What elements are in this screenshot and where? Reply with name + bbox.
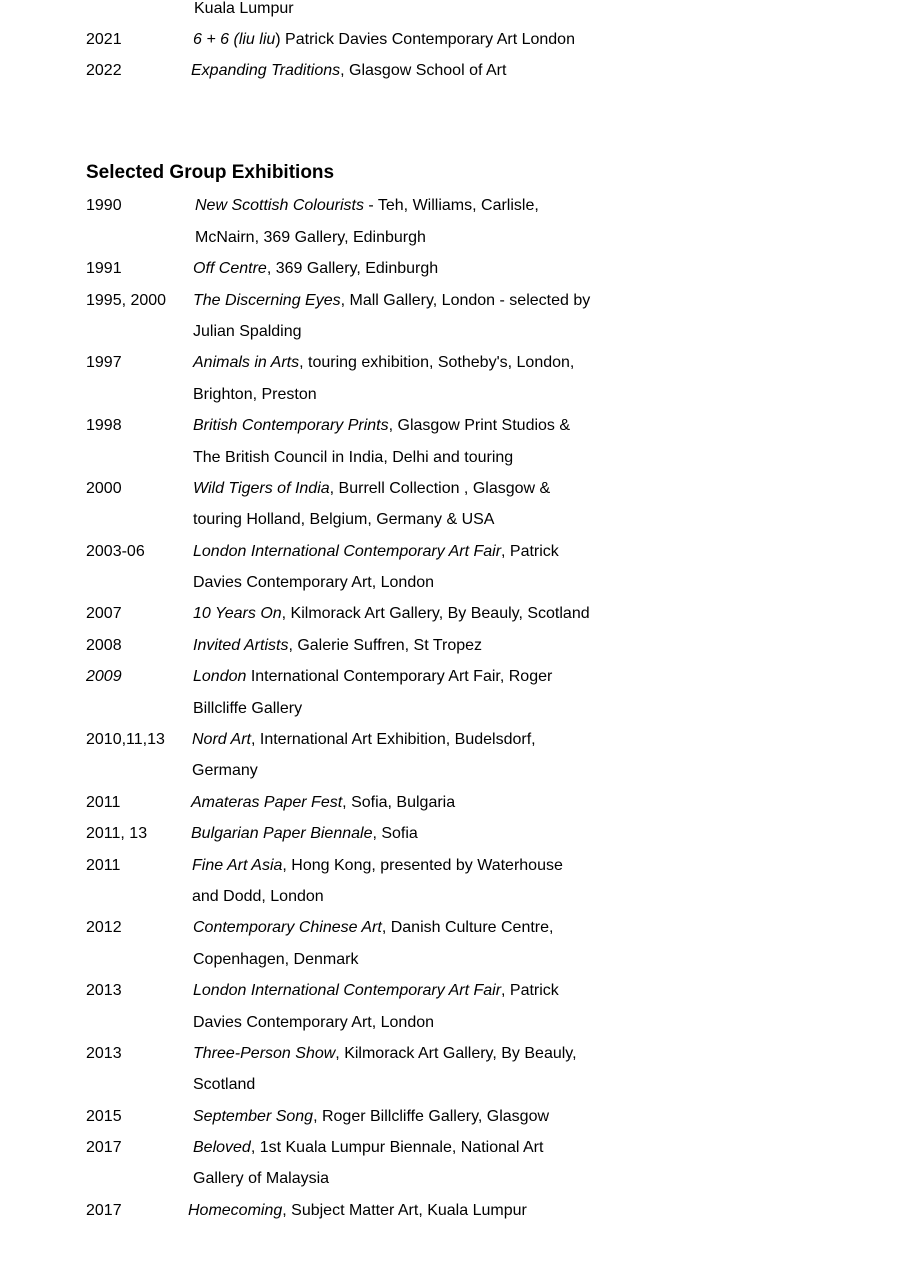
entry-text: The British Council in India, Delhi and touring (193, 449, 514, 466)
entry-text: , Kilmorack Art Gallery, By Beauly, Scotland (281, 605, 590, 622)
group-exhibition-line (193, 323, 302, 341)
entry-text: Kuala Lumpur (194, 0, 294, 17)
entry-text: , Galerie Suffren, St Tropez (288, 637, 483, 654)
group-exhibition-line (193, 1076, 255, 1094)
entry-year: 2015 (86, 1108, 122, 1125)
group-exhibition-line (193, 417, 570, 435)
group-exhibition-line (193, 668, 552, 686)
entry-text: Brighton, Preston (193, 386, 317, 403)
group-exhibition-line (193, 1014, 434, 1032)
italic-title-text: London International Contemporary Art Fair (193, 982, 502, 999)
group-exhibition-line (193, 919, 553, 937)
entry-year: 2007 (86, 605, 122, 622)
entry-text: and Dodd, London (192, 888, 324, 905)
group-exhibition-line (193, 260, 438, 278)
entry-text: , Patrick (501, 982, 559, 999)
entry-text: Billcliffe Gallery (193, 700, 303, 717)
group-exhibition-line (193, 700, 302, 718)
italic-title-text: London (193, 668, 247, 685)
solo-exhibition-entry (194, 0, 294, 18)
italic-title-text: 6 + 6 ( (193, 31, 239, 48)
entry-text: , Burrell Collection , Glasgow & (329, 480, 551, 497)
entry-text: ) Patrick Davies Contemporary Art London (275, 31, 575, 48)
group-exhibition-line (193, 605, 590, 623)
group-exhibition-line (193, 480, 550, 498)
italic-title-text: Homecoming (188, 1202, 283, 1219)
group-exhibition-line (193, 1108, 549, 1126)
entry-text: , Patrick (501, 543, 559, 560)
group-exhibition-line (195, 197, 539, 215)
group-exhibition-line (193, 543, 559, 561)
entry-year: 2011, 13 (86, 825, 148, 842)
group-exhibition-line (193, 574, 434, 592)
entry-text: , 1st Kuala Lumpur Biennale, National Art (250, 1139, 544, 1156)
entry-year: 2009 (86, 668, 122, 685)
entry-year: 2000 (86, 480, 122, 497)
group-exhibition-line (193, 637, 482, 655)
group-exhibition-line (193, 951, 358, 969)
entry-text: , Hong Kong, presented by Waterhouse (282, 857, 563, 874)
group-exhibition-line (193, 354, 574, 372)
entry-text: - Teh, Williams, Carlisle, (363, 197, 539, 214)
entry-year: 1997 (86, 354, 122, 371)
entry-year: 2003-06 (86, 543, 145, 560)
entry-year: 2022 (86, 62, 122, 79)
entry-text: , Danish Culture Centre, (381, 919, 554, 936)
entry-text: , Sofia, Bulgaria (342, 794, 456, 811)
entry-text: , Glasgow School of Art (340, 62, 507, 79)
italic-title-text: September Song (193, 1108, 314, 1125)
italic-title-text: Beloved (193, 1139, 251, 1156)
group-exhibition-line (193, 511, 494, 529)
entry-year: 2012 (86, 919, 122, 936)
italic-title-text: 10 Years On (193, 605, 282, 622)
italic-title-text: liu liu (238, 31, 276, 48)
entry-text: Scotland (193, 1076, 256, 1093)
entry-text: Julian Spalding (193, 323, 302, 340)
entry-year: 1991 (86, 260, 122, 277)
entry-text: , 369 Gallery, Edinburgh (266, 260, 439, 277)
group-exhibition-line (193, 449, 513, 467)
entry-text: International Contemporary Art Fair, Roger (246, 668, 553, 685)
italic-title-text: London International Contemporary Art Fair (193, 543, 502, 560)
group-exhibition-line (193, 1045, 577, 1063)
italic-title-text: Bulgarian Paper Biennale (191, 825, 373, 842)
group-exhibition-line (192, 731, 536, 749)
section-heading: Selected Group Exhibitions (86, 162, 335, 183)
entry-year: 2017 (86, 1139, 122, 1156)
group-exhibition-line (195, 229, 426, 247)
entry-text: , Mall Gallery, London - selected by (340, 292, 591, 309)
entry-text: Gallery of Malaysia (193, 1170, 330, 1187)
solo-exhibition-entry (193, 31, 575, 49)
italic-title-text: Nord Art (192, 731, 251, 748)
entry-text: , Glasgow Print Studios & (388, 417, 571, 434)
italic-title-text: New Scottish Colourists (195, 197, 364, 214)
group-exhibition-line (192, 888, 324, 906)
italic-title-text: Contemporary Chinese Art (193, 919, 382, 936)
italic-title-text: Amateras Paper Fest (191, 794, 343, 811)
entry-year: 2013 (86, 1045, 122, 1062)
entry-year: 2011 (86, 794, 121, 811)
italic-title-text: Fine Art Asia (192, 857, 283, 874)
group-exhibition-line (193, 386, 317, 404)
entry-year: 1995, 2000 (86, 292, 167, 309)
entry-text: touring Holland, Belgium, Germany & USA (193, 511, 495, 528)
italic-title-text: Wild Tigers of India (193, 480, 330, 497)
group-exhibition-line (193, 982, 559, 1000)
entry-text: McNairn, 369 Gallery, Edinburgh (195, 229, 426, 246)
italic-title-text: The Discerning Eyes (193, 292, 341, 309)
entry-year: 2017 (86, 1202, 122, 1219)
entry-text: , touring exhibition, Sotheby's, London, (299, 354, 575, 371)
italic-title-text: British Contemporary Prints (193, 417, 389, 434)
solo-exhibition-entry (191, 62, 506, 80)
entry-text: Copenhagen, Denmark (193, 951, 359, 968)
italic-title-text: Off Centre (193, 260, 267, 277)
italic-title-text: Three-Person Show (193, 1045, 336, 1062)
entry-year: 2008 (86, 637, 122, 654)
group-exhibition-line (192, 762, 258, 780)
entry-year: 2010,11,13 (86, 731, 165, 748)
group-exhibition-line (191, 825, 418, 843)
group-exhibition-line (193, 292, 590, 310)
entry-text: , Subject Matter Art, Kuala Lumpur (282, 1202, 527, 1219)
entry-year: 1998 (86, 417, 122, 434)
group-exhibition-line (193, 1170, 329, 1188)
entry-text: , Sofia (372, 825, 418, 842)
entry-year: 2013 (86, 982, 122, 999)
entry-text: , Kilmorack Art Gallery, By Beauly, (335, 1045, 577, 1062)
italic-title-text: Invited Artists (193, 637, 289, 654)
italic-title-text: Animals in Arts (193, 354, 300, 371)
italic-title-text: Expanding Traditions (191, 62, 341, 79)
entry-text: , International Art Exhibition, Budelsdorf, (250, 731, 536, 748)
group-exhibition-line (191, 794, 455, 812)
entry-text: Davies Contemporary Art, London (193, 574, 435, 591)
entry-text: Germany (192, 762, 258, 779)
entry-text: Davies Contemporary Art, London (193, 1014, 435, 1031)
group-exhibition-line (192, 857, 563, 875)
entry-text: , Roger Billcliffe Gallery, Glasgow (313, 1108, 550, 1125)
entry-year: 2011 (86, 857, 121, 874)
entry-year: 2021 (86, 31, 122, 48)
group-exhibition-line (188, 1202, 527, 1220)
entry-year: 1990 (86, 197, 122, 214)
group-exhibition-line (193, 1139, 543, 1157)
